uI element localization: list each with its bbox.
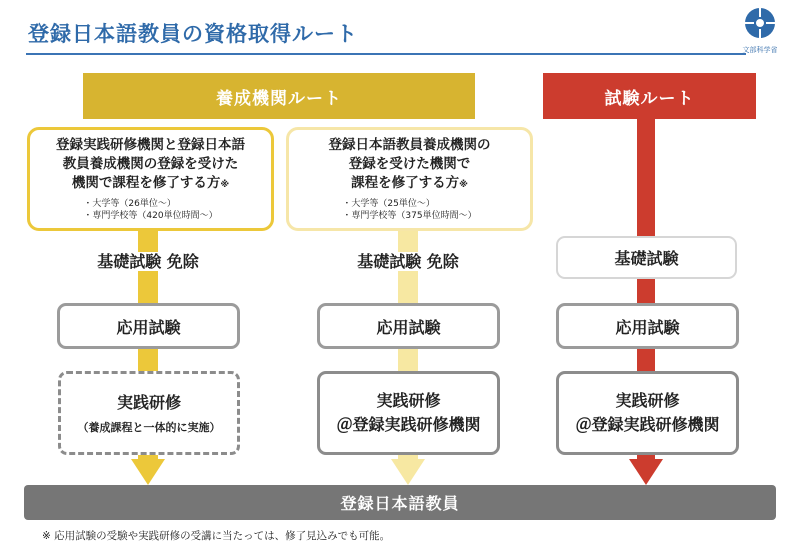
mext-emblem-icon: [742, 6, 778, 56]
info-line: 登録日本語教員養成機関の: [328, 137, 491, 153]
arrow-down-icon: [131, 459, 165, 485]
practical-training-box-2: [317, 371, 500, 455]
practical-training-label: 実践研修: [615, 391, 680, 410]
route-description-box-2: [286, 127, 533, 231]
info-line: 登録実践研修機関と登録日本語: [56, 137, 245, 153]
credit-notes-1: [83, 198, 217, 222]
arrow-down-icon: [629, 459, 663, 485]
title-divider: [26, 53, 746, 55]
arrow-down-icon: [391, 459, 425, 485]
route-description-2: [329, 136, 491, 195]
practical-training-place: ＠登録実践研修機関: [575, 415, 720, 434]
basic-exam-exempt-2: 基礎試験 免除: [357, 252, 459, 271]
route-description-1: [56, 136, 245, 195]
applied-exam-box-2: 応用試験: [317, 303, 500, 349]
applied-exam-box-1: 応用試験: [57, 303, 240, 349]
practical-training-note: （養成課程と一体的に実施）: [77, 421, 221, 434]
info-line: 登録を受けた機関で: [348, 156, 471, 172]
credit-note: ・専門学校等（420単位時間～）: [83, 211, 218, 221]
page-title: 登録日本語教員の資格取得ルート: [28, 22, 358, 46]
applied-exam-box-3: 応用試験: [556, 303, 739, 349]
mext-logo: [742, 6, 778, 56]
practical-training-label: 実践研修: [376, 391, 441, 410]
basic-exam-exempt-1: 基礎試験 免除: [97, 252, 199, 271]
info-line: 課程を修了する方: [351, 175, 460, 191]
footnote-mark: ※: [220, 180, 230, 190]
footnote: ※ 応用試験の受験や実践研修の受講に当たっては、修了見込みでも可能。: [42, 530, 391, 542]
credit-note: ・専門学校等（375単位時間～）: [342, 211, 477, 221]
footnote-mark: ※: [459, 180, 468, 190]
credit-notes-2: [342, 198, 476, 222]
practical-training-label: 実践研修: [116, 393, 181, 412]
practical-training-box-1: [58, 371, 240, 455]
goal-bar: 登録日本語教員: [24, 485, 776, 520]
basic-exam-box-3: 基礎試験: [556, 236, 737, 279]
credit-note: ・大学等（25単位～）: [342, 199, 435, 209]
practical-training-box-3: [556, 371, 739, 455]
practical-training-place: ＠登録実践研修機関: [336, 415, 481, 434]
credit-note: ・大学等（26単位～）: [83, 199, 176, 209]
info-line: 教員養成機関の登録を受けた: [62, 156, 239, 172]
route-banner-yousei: 養成機関ルート: [83, 73, 475, 119]
logo-text: 文部科学省: [742, 46, 778, 54]
info-line: 機関で課程を修了する方: [71, 175, 221, 191]
route-description-box-1: [27, 127, 274, 231]
route-banner-shiken: 試験ルート: [543, 73, 756, 119]
